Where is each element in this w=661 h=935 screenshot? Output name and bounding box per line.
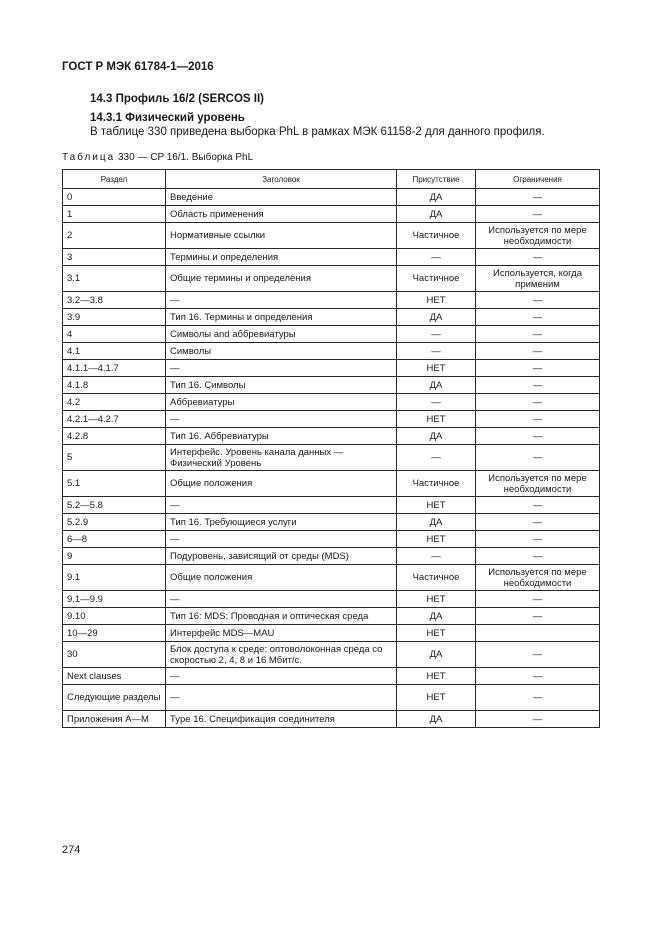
cell-presence: — — [397, 445, 476, 471]
cell-presence: Частичное — [397, 223, 476, 249]
cell-section: Next clauses — [63, 668, 166, 685]
cell-section: 5.2—5.8 — [63, 497, 166, 514]
cell-section: Следующие разделы — [63, 685, 166, 711]
cell-title: Символы and аббревиатуры — [166, 326, 397, 343]
table-row — [63, 206, 600, 223]
cell-title: Тип 16: MDS: Проводная и оптическая среда — [166, 608, 397, 625]
cell-constraints: — — [476, 642, 600, 668]
cell-constraints: — — [476, 428, 600, 445]
table-row — [63, 223, 600, 249]
cell-presence: ДА — [397, 428, 476, 445]
cell-title: Общие термины и определения — [166, 266, 397, 292]
cell-section: 9.1—9.9 — [63, 591, 166, 608]
subsection-title: 14.3.1 Физический уровень — [90, 112, 245, 124]
cell-constraints: — — [476, 685, 600, 711]
cell-presence: НЕТ — [397, 497, 476, 514]
table-row — [63, 711, 600, 728]
header-presence: Присутствие — [397, 170, 476, 189]
cell-section: 4.2.1—4.2.7 — [63, 411, 166, 428]
table-row — [63, 377, 600, 394]
cell-constraints: — — [476, 591, 600, 608]
cell-presence: НЕТ — [397, 591, 476, 608]
cell-section: 3.1 — [63, 266, 166, 292]
cell-title: — — [166, 497, 397, 514]
table-caption — [62, 152, 253, 163]
header-section: Раздел — [63, 170, 166, 189]
cell-title: Аббревиатуры — [166, 394, 397, 411]
cell-section: 10—29 — [63, 625, 166, 642]
section-title: 14.3 Профиль 16/2 (SERCOS II) — [90, 93, 264, 105]
table-row — [63, 668, 600, 685]
cell-presence: ДА — [397, 189, 476, 206]
table-row — [63, 608, 600, 625]
cell-presence: — — [397, 249, 476, 266]
cell-constraints — [476, 625, 600, 642]
cell-section: Приложения А—М — [63, 711, 166, 728]
cell-section: 3 — [63, 249, 166, 266]
cell-title: Тип 16. Термины и определения — [166, 309, 397, 326]
cell-section: 5.1 — [63, 471, 166, 497]
table-row — [63, 411, 600, 428]
cell-title: Область применения — [166, 206, 397, 223]
cell-title: Термины и определения — [166, 249, 397, 266]
cell-title: Тип 16. Аббревиатуры — [166, 428, 397, 445]
cell-presence: НЕТ — [397, 625, 476, 642]
cell-title: Нормативные ссылки — [166, 223, 397, 249]
cell-constraints: — — [476, 445, 600, 471]
cell-constraints: Используется по мере необходимости — [476, 223, 600, 249]
cell-section: 6—8 — [63, 531, 166, 548]
table-row — [63, 189, 600, 206]
table-row — [63, 326, 600, 343]
cell-presence: — — [397, 343, 476, 360]
cell-constraints: — — [476, 343, 600, 360]
cell-constraints: — — [476, 514, 600, 531]
phl-selection-table — [62, 169, 600, 728]
cell-constraints: — — [476, 326, 600, 343]
cell-constraints: Используется по мере необходимости — [476, 471, 600, 497]
cell-presence: ДА — [397, 711, 476, 728]
cell-title: Символы — [166, 343, 397, 360]
table-row — [63, 343, 600, 360]
cell-section: 4 — [63, 326, 166, 343]
table-row — [63, 292, 600, 309]
cell-section: 3.2—3.8 — [63, 292, 166, 309]
cell-presence: НЕТ — [397, 668, 476, 685]
cell-constraints: — — [476, 394, 600, 411]
cell-presence: — — [397, 326, 476, 343]
cell-constraints: — — [476, 548, 600, 565]
cell-title: — — [166, 411, 397, 428]
cell-title: Общие положения — [166, 565, 397, 591]
cell-presence: ДА — [397, 206, 476, 223]
cell-presence: Частичное — [397, 471, 476, 497]
cell-title: Общие положения — [166, 471, 397, 497]
document-header: ГОСТ Р МЭК 61784-1—2016 — [62, 61, 214, 73]
page-number: 274 — [62, 844, 81, 856]
cell-presence: Частичное — [397, 266, 476, 292]
cell-section: 9.10 — [63, 608, 166, 625]
cell-title: Введение — [166, 189, 397, 206]
cell-constraints: Используется, когда применим — [476, 266, 600, 292]
cell-title: — — [166, 292, 397, 309]
cell-title: Блок доступа к среде: оптоволоконная среда со скоростью 2, 4, 8 и 16 Мбит/с. — [166, 642, 397, 668]
cell-title: Тип 16. Требующиеся услуги — [166, 514, 397, 531]
cell-title: — — [166, 360, 397, 377]
cell-title: Интерфейс MDS—MAU — [166, 625, 397, 642]
cell-presence: ДА — [397, 608, 476, 625]
cell-constraints: — — [476, 531, 600, 548]
cell-presence: НЕТ — [397, 360, 476, 377]
table-row — [63, 642, 600, 668]
cell-section: 3.9 — [63, 309, 166, 326]
table-row — [63, 360, 600, 377]
header-constraints: Ограничения — [476, 170, 600, 189]
cell-section: 4.1.8 — [63, 377, 166, 394]
cell-presence: — — [397, 394, 476, 411]
table-row — [63, 565, 600, 591]
cell-presence: Частичное — [397, 565, 476, 591]
cell-title: — — [166, 531, 397, 548]
table-header-row — [63, 170, 600, 189]
table-row — [63, 471, 600, 497]
table-row — [63, 266, 600, 292]
table-row — [63, 514, 600, 531]
cell-constraints: — — [476, 206, 600, 223]
cell-section: 9 — [63, 548, 166, 565]
cell-section: 4.2 — [63, 394, 166, 411]
table-row — [63, 591, 600, 608]
cell-title: — — [166, 668, 397, 685]
cell-constraints: — — [476, 309, 600, 326]
table-row — [63, 445, 600, 471]
cell-title: Интерфейс. Уровень канала данных — Физический Уровень — [166, 445, 397, 471]
cell-section: 0 — [63, 189, 166, 206]
cell-presence: НЕТ — [397, 531, 476, 548]
table-caption-label: Таблица — [62, 152, 116, 163]
table-row — [63, 309, 600, 326]
cell-title: Тип 16. Символы — [166, 377, 397, 394]
table-row — [63, 249, 600, 266]
table-row — [63, 428, 600, 445]
cell-presence: ДА — [397, 309, 476, 326]
cell-presence: ДА — [397, 642, 476, 668]
header-title: Заголовок — [166, 170, 397, 189]
table-row — [63, 497, 600, 514]
table-row — [63, 394, 600, 411]
cell-constraints: — — [476, 377, 600, 394]
cell-presence: НЕТ — [397, 685, 476, 711]
cell-section: 4.2.8 — [63, 428, 166, 445]
table-row — [63, 531, 600, 548]
cell-section: 1 — [63, 206, 166, 223]
cell-constraints: — — [476, 249, 600, 266]
cell-section: 5 — [63, 445, 166, 471]
cell-presence: ДА — [397, 377, 476, 394]
cell-presence: НЕТ — [397, 292, 476, 309]
cell-constraints: Используется по мере необходимости — [476, 565, 600, 591]
cell-constraints: — — [476, 189, 600, 206]
cell-section: 9.1 — [63, 565, 166, 591]
cell-section: 4.1 — [63, 343, 166, 360]
cell-constraints: — — [476, 292, 600, 309]
cell-section: 5.2.9 — [63, 514, 166, 531]
table-row — [63, 685, 600, 711]
cell-constraints: — — [476, 411, 600, 428]
table-caption-text: 330 — CP 16/1. Выборка PhL — [115, 152, 254, 163]
table-row — [63, 548, 600, 565]
cell-section: 30 — [63, 642, 166, 668]
cell-section: 2 — [63, 223, 166, 249]
cell-presence: НЕТ — [397, 411, 476, 428]
cell-section: 4.1.1—4.1.7 — [63, 360, 166, 377]
cell-constraints: — — [476, 668, 600, 685]
cell-constraints: — — [476, 360, 600, 377]
intro-paragraph: В таблице 330 приведена выборка PhL в рамках МЭК 61158-2 для данного профиля. — [90, 126, 545, 138]
table-row — [63, 625, 600, 642]
cell-title: Type 16. Спецификация соединителя — [166, 711, 397, 728]
cell-constraints: — — [476, 608, 600, 625]
cell-title: Подуровень, зависящий от среды (MDS) — [166, 548, 397, 565]
cell-constraints: — — [476, 711, 600, 728]
cell-title: — — [166, 591, 397, 608]
cell-title: — — [166, 685, 397, 711]
cell-presence: — — [397, 548, 476, 565]
cell-constraints: — — [476, 497, 600, 514]
cell-presence: ДА — [397, 514, 476, 531]
